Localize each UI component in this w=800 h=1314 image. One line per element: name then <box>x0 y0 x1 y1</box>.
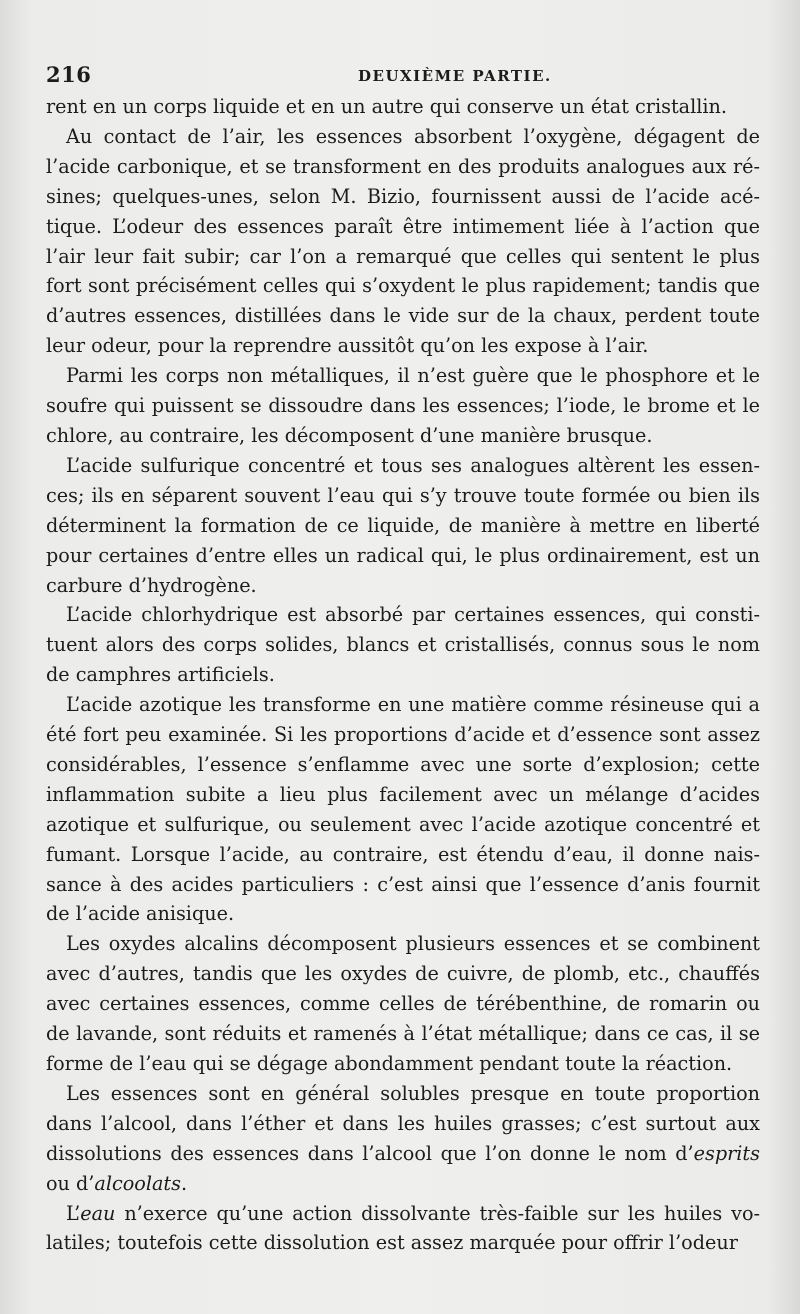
paragraph <box>46 1199 760 1259</box>
italic-term: esprits <box>693 1141 760 1165</box>
text-run: L’acide chlorhydrique est absorbé par certaines essences, qui constituent alors des corps solides, blancs et cristallisés, connus sous le nom de camphres artificiels. <box>46 603 760 687</box>
paragraph <box>46 600 760 690</box>
running-head: DEUXIÈME PARTIE. <box>358 67 552 85</box>
italic-term: alcoolats <box>94 1171 181 1195</box>
paragraph <box>46 451 760 601</box>
paragraph <box>46 122 760 361</box>
text-run: Parmi les corps non métalliques, il n’est guère que le phosphore et le soufre qui puissent se dissoudre dans les essences; l’iode, le brome et le chlore, au contraire, les décomposent d’une manière brusque. <box>46 364 760 447</box>
text-run: ou d’ <box>46 1171 95 1195</box>
text-run: Au contact de l’air, les essences absorbent l’oxygène, dégagent de l’acide carbonique, et se transforment en des produits analogues aux résines; quelques-unes, selon M. Bizio, fournissent aussi de l’acide acétique. L’odeur des essences paraît être intimement liée à l’action que l’air leur fait subir; car l’on a remarqué que celles qui sentent le plus fort sont précisément celles qui s’oxydent le plus rapidement; tandis que d’autres essences, distillées dans le vide sur de la chaux, perdent toute leur odeur, pour la reprendre aussitôt qu’on les expose à l’air. <box>46 124 760 358</box>
page-number: 216 <box>46 62 92 87</box>
paragraph <box>46 92 760 122</box>
page-header <box>46 62 760 94</box>
body-text <box>46 92 760 1258</box>
text-run: Les essences sont en général solubles presque en toute proportion dans l’alcool, dans l’éther et dans les huiles grasses; c’est surtout aux dissolutions des essences dans l’alcool que l’on donne le nom d’ <box>46 1081 760 1165</box>
text-run: L’ <box>66 1201 81 1225</box>
italic-term: eau <box>80 1201 116 1225</box>
text-run: Les oxydes alcalins décomposent plusieurs essences et se combinent avec d’autres, tandis que les oxydes de cuivre, de plomb, etc., chauffés avec certaines essences, comme celles de térébenthine, de romarin ou de lavande, sont réduits et ramenés à l’état métallique; dans ce cas, il se forme de l’eau qui se dégage abondamment pendant toute la réaction. <box>46 932 760 1075</box>
text-run: n’exerce qu’une action dissolvante très-faible sur les huiles volatiles; toutefois cette dissolution est assez marquée pour offrir l’odeur <box>46 1201 760 1255</box>
paragraph <box>46 1079 760 1199</box>
paragraph <box>46 929 760 1079</box>
text-run: L’acide azotique les transforme en une matière comme résineuse qui a été fort peu examinée. Si les proportions d’acide et d’essence sont assez considérables, l’essence s’enflamme avec une sorte d’explosion; cette inflammation subite a lieu plus facilement avec un mélange d’acides azotique et sulfurique, ou seulement avec l’acide azotique concentré et fumant. Lorsque l’acide, au contraire, est étendu d’eau, il donne naissance à des acides particuliers : c’est ainsi que l’essence d’anis fournit de l’acide anisique. <box>46 693 760 926</box>
text-run: rent en un corps liquide et en un autre qui conserve un état cristallin. <box>46 95 727 118</box>
paragraph <box>46 361 760 451</box>
paragraph <box>46 690 760 929</box>
text-run: . <box>180 1171 188 1195</box>
text-run: L’acide sulfurique concentré et tous ses analogues altèrent les essences; ils en séparent souvent l’eau qui s’y trouve toute formée ou bien ils déterminent la formation de ce liquide, de manière à mettre en liberté pour certaines d’entre elles un radical qui, le plus ordinairement, est un carbure d’hydrogène. <box>46 453 760 597</box>
